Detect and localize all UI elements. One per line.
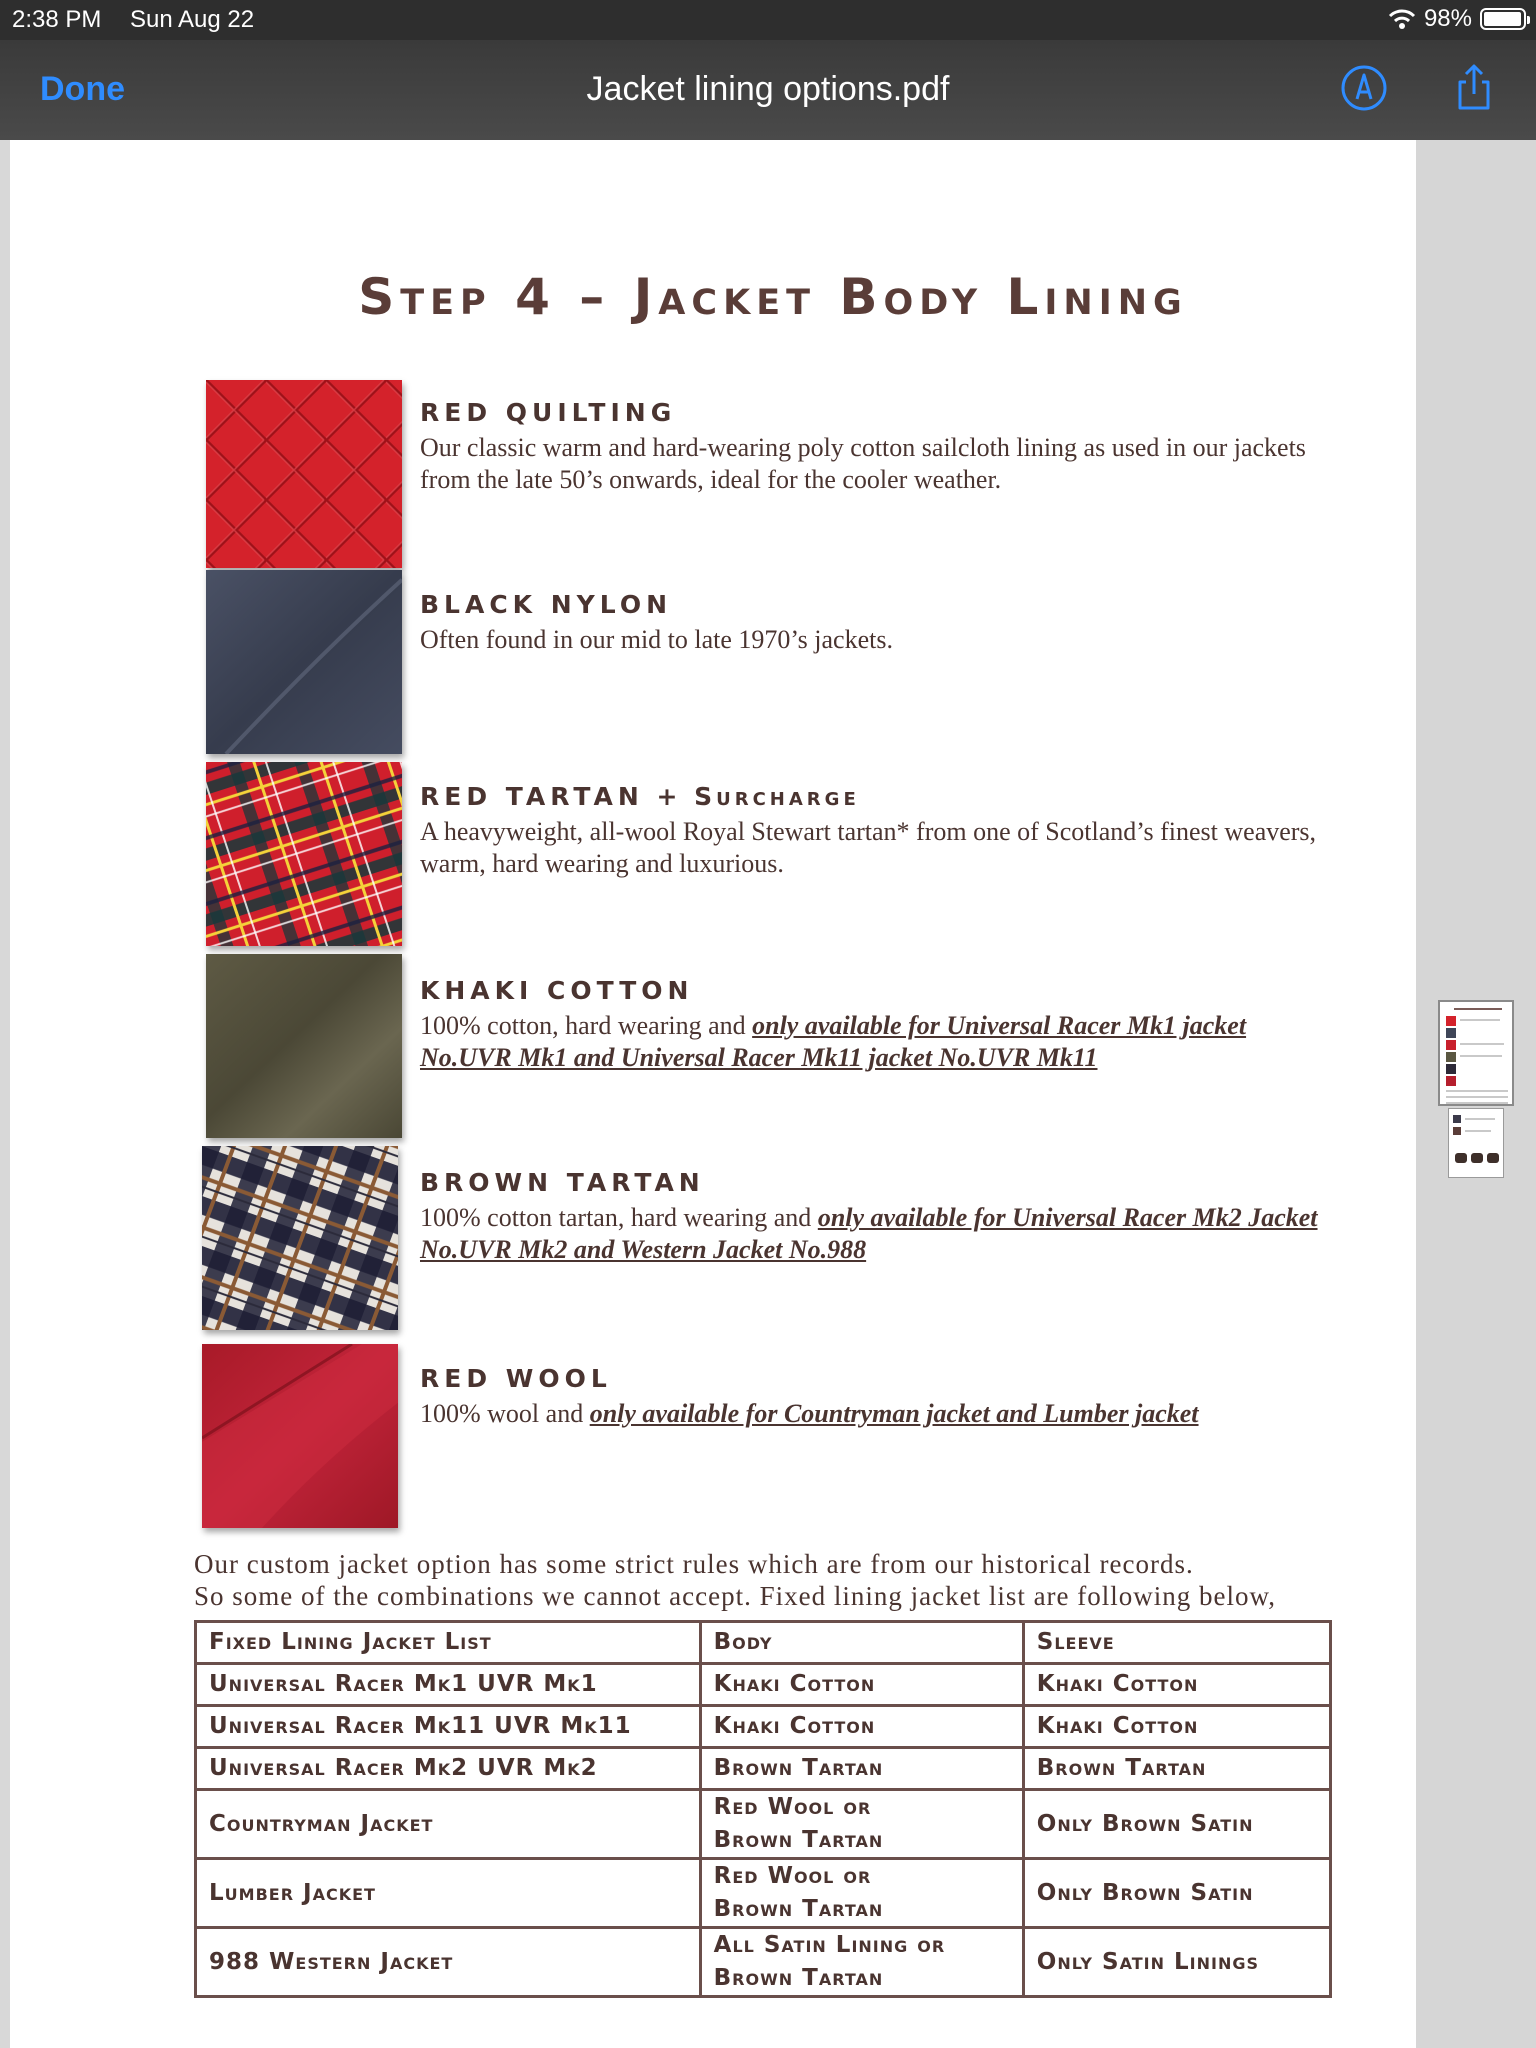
table-cell [700,1928,1023,1997]
battery-fill [1484,12,1521,26]
table-cell: Brown Tartan [1023,1748,1330,1790]
option-name: BLACK NYLON [420,590,672,619]
table-row [196,1790,1331,1859]
page-thumbnails [1416,140,1536,2048]
share-icon[interactable] [1448,62,1500,114]
table-cell: Countryman Jacket [196,1790,701,1859]
table-row [196,1706,1331,1748]
table-row [196,1928,1331,1997]
cell-line: Brown Tartan [713,1827,884,1853]
cell-line: All Satin Lining or [713,1932,946,1958]
nav-bar [0,40,1536,140]
red-tartan-swatch [206,762,402,946]
table-cell: Universal Racer Mk2 UVR Mk2 [196,1748,701,1790]
pdf-page [10,140,1416,2048]
done-button[interactable]: Done [40,70,125,108]
option-description: Often found in our mid to late 1970’s jackets. [420,625,893,654]
option-name: RED QUILTING [420,398,677,427]
table-cell [700,1790,1023,1859]
availability-note: only available for Countryman jacket and Lumber jacket [589,1399,1199,1428]
option-description: Our classic warm and hard-wearing poly cotton sailcloth lining as used in our jackets from the late 50’s onwards, ideal for the cooler weather. [420,433,1306,494]
document-title: Jacket lining options.pdf [586,70,950,108]
table-cell: Khaki Cotton [700,1706,1023,1748]
table-cell: Khaki Cotton [1023,1706,1330,1748]
table-cell: Khaki Cotton [700,1664,1023,1706]
table-cell: Lumber Jacket [196,1859,701,1928]
cell-line: Brown Tartan [713,1896,884,1922]
battery-percent: 98% [1423,5,1472,32]
khaki-cotton-swatch [206,954,402,1138]
markup-icon[interactable] [1338,62,1390,114]
table-cell: Khaki Cotton [1023,1664,1330,1706]
table-cell [700,1859,1023,1928]
page-heading: Step 4 – Jacket Body Lining [358,268,1188,326]
option-name: RED TARTAN + Surcharge [420,782,860,811]
availability-note: only available for Universal Racer Mk1 jacket No.UVR Mk1 and Universal Racer Mk11 jacket No.UVR Mk11 [420,1011,1247,1072]
brown-tartan-swatch [202,1146,398,1330]
table-cell: Only Brown Satin [1023,1790,1330,1859]
status-time: 2:38 PM [12,6,102,33]
lining-option [206,958,1406,1148]
cell-line: Brown Tartan [713,1965,884,1991]
table-header-row [196,1622,1331,1664]
fixed-lining-table [194,1620,1332,1998]
table-header: Sleeve [1023,1622,1330,1664]
rules-line: So some of the combinations we cannot accept. Fixed lining jacket list are following below, [194,1581,1277,1611]
lining-option [206,1346,1406,1536]
lining-option [206,380,1406,580]
option-name: BROWN TARTAN [420,1168,705,1197]
page-thumbnail[interactable] [1448,1108,1504,1178]
option-description: 100% cotton tartan, hard wearing and only available for Universal Racer Mk2 Jacket No.UVR Mk2 and Western Jacket No.988 [420,1203,1318,1264]
table-cell: 988 Western Jacket [196,1928,701,1997]
lining-option [206,1150,1406,1340]
status-date: Sun Aug 22 [130,6,255,33]
option-description: 100% wool and only available for Countryman jacket and Lumber jacket [420,1399,1199,1428]
table-cell: Only Satin Linings [1023,1928,1330,1997]
cell-line: Red Wool or [713,1794,872,1820]
pdf-viewer[interactable] [0,140,1536,2048]
table-cell: Only Brown Satin [1023,1859,1330,1928]
table-header: Fixed Lining Jacket List [196,1622,701,1664]
table-cell: Universal Racer Mk1 UVR Mk1 [196,1664,701,1706]
availability-note: only available for Universal Racer Mk2 Jacket No.UVR Mk2 and Western Jacket No.988 [420,1203,1318,1264]
table-row [196,1664,1331,1706]
table-row [196,1748,1331,1790]
option-description: A heavyweight, all-wool Royal Stewart tartan* from one of Scotland’s finest weavers, warm, hard wearing and luxurious. [420,817,1317,878]
status-right [1388,5,1526,33]
rules-text [194,1548,1276,1612]
page-thumbnail[interactable] [1438,1000,1514,1106]
wifi-icon [1388,8,1416,30]
option-description: 100% cotton, hard wearing and only available for Universal Racer Mk1 jacket No.UVR Mk1 and Universal Racer Mk11 jacket No.UVR Mk11 [420,1011,1247,1072]
table-row [196,1859,1331,1928]
table-header: Body [700,1622,1023,1664]
status-bar [0,0,1536,40]
black-nylon-swatch [206,570,402,754]
red-quilting-swatch [206,380,402,568]
option-name: KHAKI COTTON [420,976,694,1005]
lining-option [206,572,1406,762]
cell-line: Red Wool or [713,1863,872,1889]
battery-icon [1480,8,1526,30]
rules-line: Our custom jacket option has some strict rules which are from our historical records. [194,1549,1194,1579]
option-name: RED WOOL [420,1364,612,1393]
table-cell: Universal Racer Mk11 UVR Mk11 [196,1706,701,1748]
lining-option [206,764,1406,954]
red-wool-swatch [202,1344,398,1528]
table-cell: Brown Tartan [700,1748,1023,1790]
